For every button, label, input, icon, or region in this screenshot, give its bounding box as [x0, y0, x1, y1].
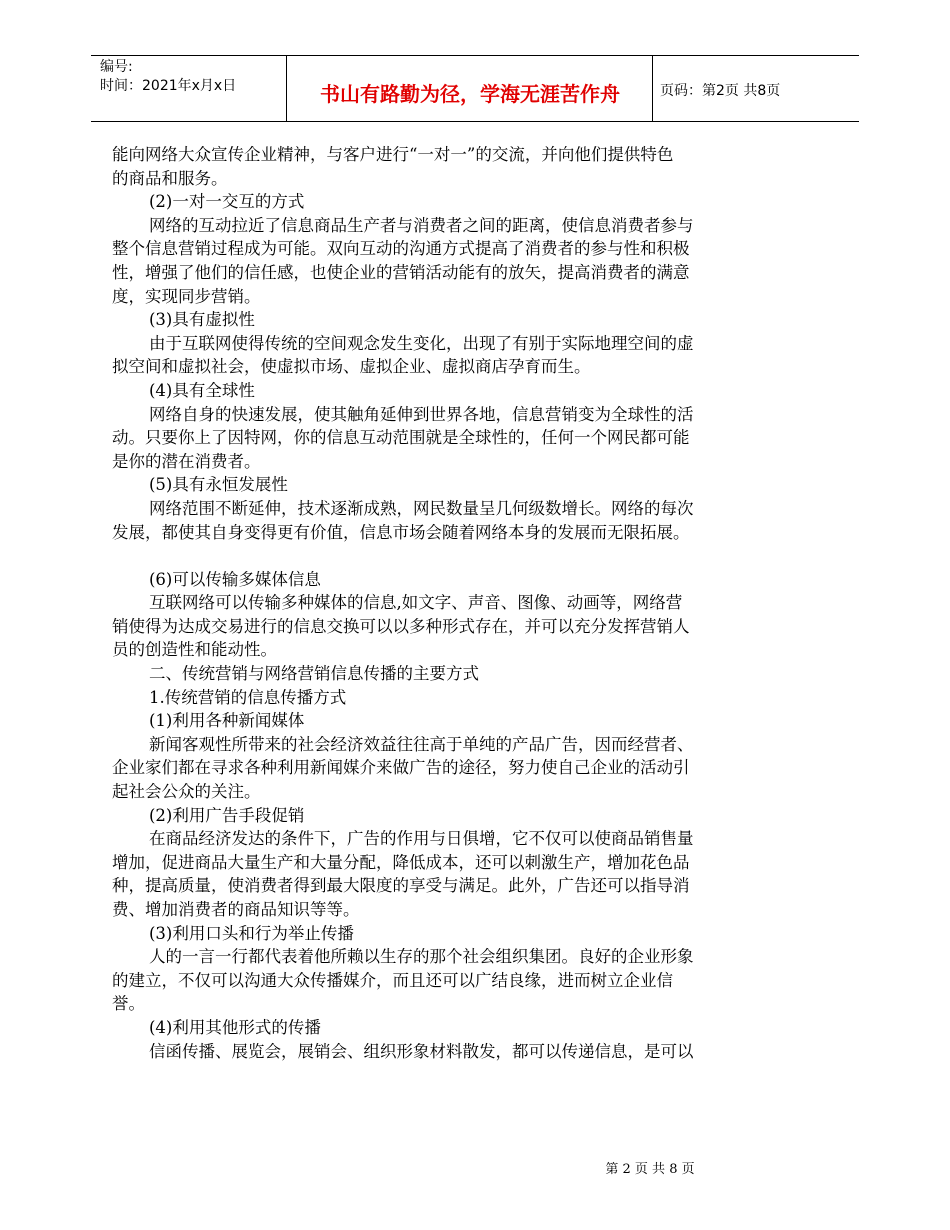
- body-line: (3)利用口头和行为举止传播: [149, 923, 354, 943]
- body-line: 誉。: [112, 994, 145, 1014]
- body-line: (4)利用其他形式的传播: [149, 1017, 321, 1037]
- body-line: 网络的互动拉近了信息商品生产者与消费者之间的距离，使信息消费者参与: [149, 215, 694, 235]
- body-line: (2)一对一交互的方式: [149, 192, 305, 212]
- body-line: 是你的潜在消费者。: [112, 451, 261, 471]
- body-line: 1.传统营销的信息传播方式: [149, 687, 347, 707]
- body-line: 网络自身的快速发展，使其触角延伸到世界各地，信息营销变为全球性的活: [149, 404, 694, 424]
- header-meta: [100, 58, 236, 96]
- body-line: 网络范围不断延伸，技术逐渐成熟，网民数量呈几何级数增长。网络的每次: [149, 498, 694, 518]
- body-line: 发展，都使其自身变得更有价值，信息市场会随着网络本身的发展而无限拓展。: [112, 522, 690, 542]
- body-line: (5)具有永恒发展性: [149, 475, 288, 495]
- body-line: [112, 544, 772, 568]
- document-number-label: 编号:: [100, 59, 133, 75]
- body-line: 性，增强了他们的信任感，也使企业的营销活动能有的放矢，提高消费者的满意: [112, 262, 690, 282]
- header-divider-left: [286, 55, 287, 121]
- body-line: 信函传播、展览会，展销会、组织形象材料散发，都可以传递信息，是可以: [149, 1041, 694, 1061]
- body-line: (2)利用广告手段促销: [149, 805, 305, 825]
- body-line: 费、增加消费者的商品知识等等。: [112, 900, 360, 919]
- page-footer: 第 2 页 共 8 页: [605, 1162, 695, 1177]
- body-line: 在商品经济发达的条件下，广告的作用与日俱增，它不仅可以使商品销售量: [149, 829, 694, 849]
- body-line: (6)可以传输多媒体信息: [149, 569, 321, 589]
- body-line: (4)具有全球性: [149, 380, 255, 400]
- body-line: 新闻客观性所带来的社会经济效益往往高于单纯的产品广告，因而经营者、: [149, 734, 694, 754]
- body-line: 的商品和服务。: [112, 168, 228, 188]
- body-line: 拟空间和虚拟社会，使虚拟市场、虚拟企业、虚拟商店孕育而生。: [112, 357, 591, 377]
- header-page-info: 页码：第2页 共8页: [660, 83, 781, 99]
- header-top-rule: [91, 55, 859, 56]
- body-line: 度，实现同步营销。: [112, 286, 261, 306]
- body-line: 种，提高质量，使消费者得到最大限度的享受与满足。此外，广告还可以指导消: [112, 876, 690, 896]
- body-line: 整个信息营销过程成为可能。双向互动的沟通方式提高了消费者的参与性和积极: [112, 239, 690, 259]
- body-line: 销使得为达成交易进行的信息交换可以以多种形式存在，并可以充分发挥营销人: [112, 616, 690, 636]
- body-line: 动。只要你上了因特网，你的信息互动范围就是全球性的，任何一个网民都可能: [112, 428, 690, 448]
- body-line: 能向网络大众宣传企业精神，与客户进行“一对一”的交流，并向他们提供特色: [112, 145, 674, 164]
- body-line: 企业家们都在寻求各种利用新闻媒介来做广告的途径，努力使自己企业的活动引: [112, 758, 690, 778]
- body-line: (1)利用各种新闻媒体: [149, 711, 305, 731]
- body-line: 员的创造性和能动性。: [112, 640, 277, 660]
- body-line: 互联网络可以传输多种媒体的信息,如文字、声音、图像、动画等，网络营: [149, 593, 683, 613]
- body-line: 人的一言一行都代表着他所赖以生存的那个社会组织集团。良好的企业形象: [149, 947, 694, 967]
- header-bottom-rule: [91, 121, 859, 122]
- header-motto: 书山有路勤为径，学海无涯苦作舟: [320, 82, 620, 106]
- body-line: (3)具有虚拟性: [149, 310, 255, 330]
- body-line: 的建立，不仅可以沟通大众传播媒介，而且还可以广结良缘，进而树立企业信: [112, 970, 673, 990]
- document-body: [112, 143, 772, 1063]
- body-line: 起社会公众的关注。: [112, 782, 261, 802]
- body-line: 由于互联网使得传统的空间观念发生变化，出现了有别于实际地理空间的虚: [149, 333, 694, 353]
- body-line: 二、传统营销与网络营销信息传播的主要方式: [149, 664, 479, 684]
- document-time: 时间：2021年x月x日: [100, 78, 237, 94]
- body-line: 增加，促进商品大量生产和大量分配，降低成本，还可以刺激生产，增加花色品: [112, 852, 690, 872]
- header-divider-right: [652, 55, 653, 121]
